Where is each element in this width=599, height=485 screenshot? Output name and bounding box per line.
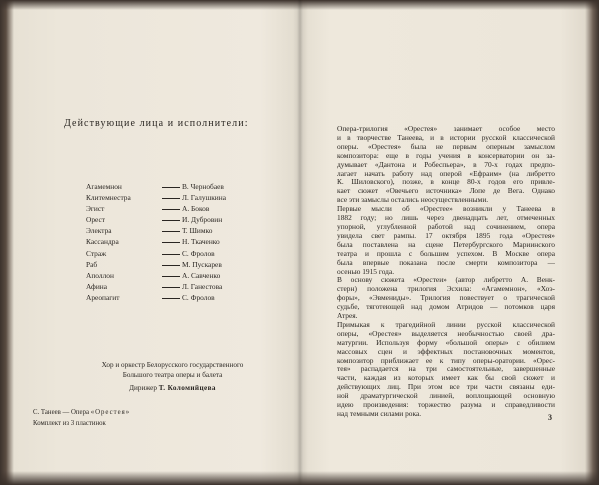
description-paragraph (323, 276, 555, 321)
cast-leader-line (162, 214, 180, 221)
paragraph-line: стерн) положена трилогия Эсхила: «Агамемнон», «Хоэ- (337, 285, 555, 294)
paragraph-line: части, каждая из которых имеет как бы свой сюжет и (337, 374, 555, 383)
cast-role: Агамемнон (86, 182, 122, 191)
footer-composer-work: С. Танеев — Опера (33, 409, 89, 416)
paragraph-line: Атрея. (337, 312, 358, 321)
cast-leader-line (162, 203, 180, 210)
cast-row (86, 214, 276, 225)
cast-row (86, 203, 276, 214)
cast-leader-line (162, 181, 180, 188)
cast-role: Ареопагит (86, 292, 120, 302)
cast-role: Электра (86, 226, 112, 236)
paragraph-line: действующих лиц. При этом все три части связаны еди- (337, 383, 555, 392)
cast-role: Эгист (86, 204, 105, 214)
performers-credits (60, 360, 285, 393)
paragraph-line: над темными силами рока. (337, 410, 422, 418)
cast-row (86, 236, 276, 247)
paragraph-line: думывает «Дантона и Робеспьера», в 70-х годах предпо- (337, 160, 555, 169)
opera-description (323, 125, 555, 419)
cast-actor: С. Фролов (182, 248, 215, 258)
paragraph-line: Примыкая к трагедийной линии русской классической (337, 320, 555, 329)
cast-row (86, 259, 276, 270)
cast-leader-line (162, 225, 180, 232)
cast-role: Орест (86, 215, 106, 225)
cast-role: Клитемнестра (86, 193, 131, 203)
paragraph-line: К. Шиловского), позже, в конце 80-х годов его привле- (337, 178, 555, 187)
cast-actor: Л. Ганестова (182, 281, 223, 291)
footer-opera-title: «Орестея» (90, 409, 131, 416)
cast-leader-line (162, 270, 180, 277)
cast-actor: Т. Шимко (182, 226, 213, 236)
cast-actor: А. Савченко (182, 270, 221, 280)
cast-row (86, 281, 276, 292)
cast-role: Страж (86, 248, 107, 258)
page-gutter (297, 0, 303, 485)
paragraph-line: ной драматургической линией, воплощающей основную (337, 392, 555, 401)
cast-row (86, 270, 276, 281)
description-paragraph (323, 321, 555, 419)
cast-list (86, 181, 276, 303)
cast-heading: Действующие лица и исполнители: (64, 118, 249, 129)
paragraph-line: Опера-трилогия «Орестея» занимает особое место (337, 125, 555, 133)
paragraph-line: осенью 1915 года. (337, 267, 395, 276)
cast-role: Афина (86, 281, 108, 291)
paragraph-line: лагает начать работу над оперой «Ефраим» (на либретто (337, 169, 555, 178)
page-number: 3 (548, 413, 552, 422)
cast-leader-line (162, 281, 180, 288)
footer-line-2: Комплект из 3 пластинок (33, 420, 106, 427)
cast-row (86, 192, 276, 203)
cast-actor: Л. Галушкина (182, 193, 226, 203)
paragraph-line: увидела свет рампы. 17 октября 1895 года «Орестея» (337, 231, 555, 240)
cast-row (86, 292, 276, 303)
cast-actor: М. Пускарев (182, 259, 222, 269)
paragraph-line: оперы, «Орестея» выделяется необычностью своей дра- (337, 329, 555, 338)
cast-row (86, 225, 276, 236)
paragraph-line: была впервые показана после смерти композитора — (337, 258, 555, 267)
cast-actor: В. Чернобаев (182, 182, 224, 191)
cast-leader-line (162, 236, 180, 243)
paragraph-line: композитора: еще в годы учения в консерватории он за- (337, 151, 555, 160)
paragraph-line: и в творчестве Танеева, и в истории русской классической (337, 133, 555, 142)
paragraph-line: Первые мысли об «Орестее» возникли у Танеева в (337, 205, 555, 214)
paragraph-line: была поставлена на сцене Петербургского Мариинского (337, 240, 555, 249)
conductor-name: Т. Коломийцева (158, 384, 216, 392)
cast-actor: А. Боков (182, 204, 210, 214)
cast-actor: Н. Ткаченко (182, 237, 220, 247)
cast-leader-line (162, 259, 180, 266)
description-paragraph (323, 125, 555, 205)
paragraph-line: оперы. «Орестея» была не первым оперным замыслом (337, 142, 555, 151)
credits-line-2: Большого театра оперы и балета (122, 371, 223, 379)
paragraph-line: кает сюжет «Овечьего источника» Лопе де Вега. Однако (337, 187, 555, 196)
cast-role: Раб (86, 259, 98, 269)
paragraph-line: форы», «Эвмениды». Трилогия повествует о трагической (337, 294, 555, 303)
paragraph-line: все эти замыслы остались неосуществленными. (337, 196, 489, 205)
paragraph-line: театра и прошла с большим успехом. В Москве опера (337, 249, 555, 258)
cast-role: Аполлон (86, 270, 114, 280)
credits-line-1: Хор и оркестр Белорусского государственного (101, 361, 244, 369)
footer-line-1 (33, 407, 273, 418)
cast-row (86, 181, 276, 192)
paragraph-line: массовых сцен и эффектных постановочных моментов, (337, 347, 555, 356)
cast-leader-line (162, 248, 180, 255)
description-paragraph (323, 205, 555, 276)
paragraph-line: судьбе, тяготеющей над домом Атридов — потомков царя (337, 303, 555, 312)
conductor-credit (60, 383, 285, 393)
paragraph-line: тея» распадается на три самостоятельные, завершенные (337, 365, 555, 374)
paragraph-line: идею произведения: торжество разума и справедливости (337, 401, 555, 410)
paragraph-line: 1882 году; но лишь через двенадцать лет, отмеченных (337, 214, 555, 223)
cast-leader-line (162, 192, 180, 199)
cast-role: Кассандра (86, 237, 119, 247)
conductor-label: Дирижер (129, 384, 157, 392)
paragraph-line: матургии. Используя форму «большой оперы» с обилием (337, 338, 555, 347)
cast-actor: И. Дубровин (182, 215, 223, 225)
cast-row (86, 248, 276, 259)
release-footer (33, 407, 273, 429)
paragraph-line: В основу сюжета «Орестеи» (автор либретто А. Венк- (337, 276, 555, 285)
paragraph-line: упорной, углубленной работой над сочинением, опера (337, 222, 555, 231)
cast-actor: С. Фролов (182, 292, 215, 302)
cast-leader-line (162, 292, 180, 299)
paragraph-line: композитор приближает ее к типу оперы-оратории. «Орес- (337, 356, 555, 365)
